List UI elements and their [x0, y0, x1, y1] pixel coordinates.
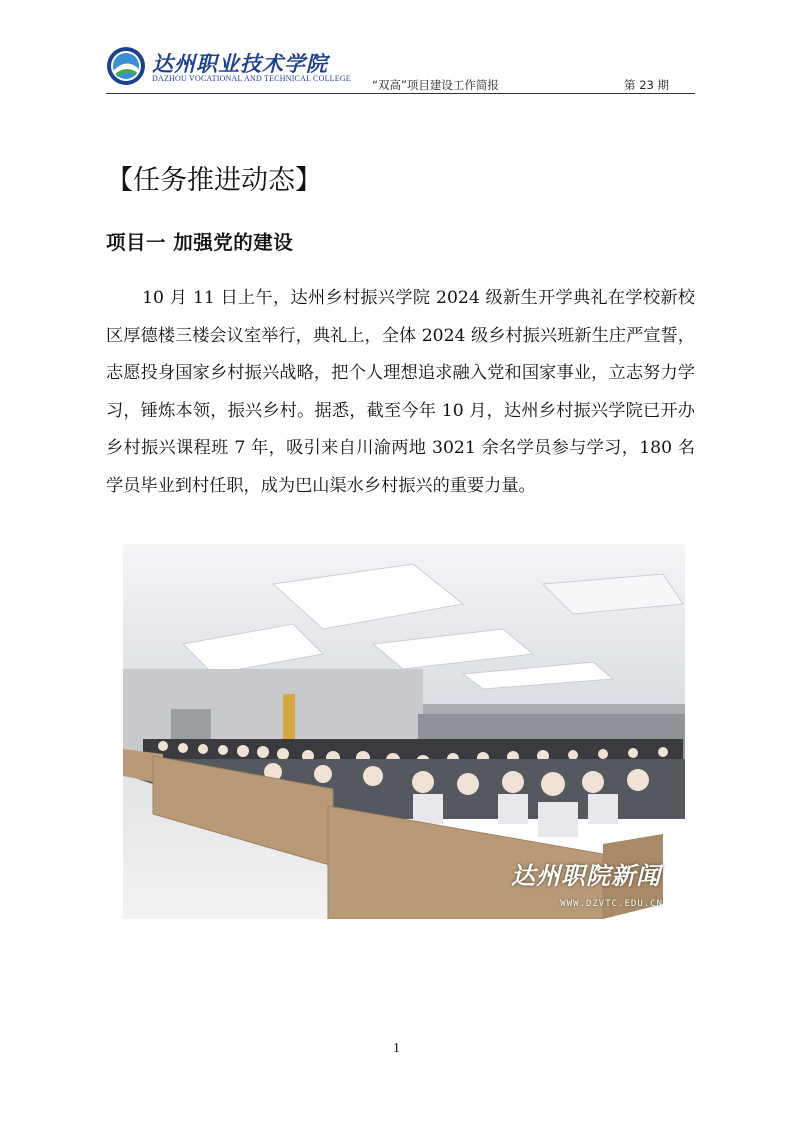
college-name-en: DAZHOU VOCATIONAL AND TECHNICAL COLLEGE: [152, 74, 351, 83]
project-title: 项目一 加强党的建设: [106, 231, 294, 254]
page-number: 1: [393, 1041, 400, 1056]
photo-watermark-title: 达州职院新闻: [511, 861, 661, 890]
ceremony-photo: [123, 544, 685, 919]
issue-number: 第 23 期: [624, 78, 669, 92]
body-paragraph: 10 月 11 日上午，达州乡村振兴学院 2024 级新生开学典礼在学校新校区厚德楼三楼会议室举行，典礼上，全体 2024 级乡村振兴班新生庄严宣誓，志愿投身国家乡村振兴战略，把个人理想追求融入党和国家事业，立志努力学习，锤炼本领，振兴乡村。据悉，截至今年 10 月，达州乡村振兴学院已开办乡村振兴课程班 7 年，吸引来自川渝两地 3021 余名学员参与学习，180 名学员毕业到村任职，成为巴山渠水乡村振兴的重要力量。: [106, 288, 695, 496]
brief-title: “双高”项目建设工作简报: [372, 78, 499, 92]
section-title: 【任务推进动态】: [106, 165, 322, 196]
college-emblem-icon: [106, 46, 146, 86]
college-name-cn: 达州职业技术学院: [152, 51, 328, 76]
header-divider: [106, 93, 695, 94]
photo-watermark-url: WWW.DZVTC.EDU.CN: [560, 899, 663, 909]
